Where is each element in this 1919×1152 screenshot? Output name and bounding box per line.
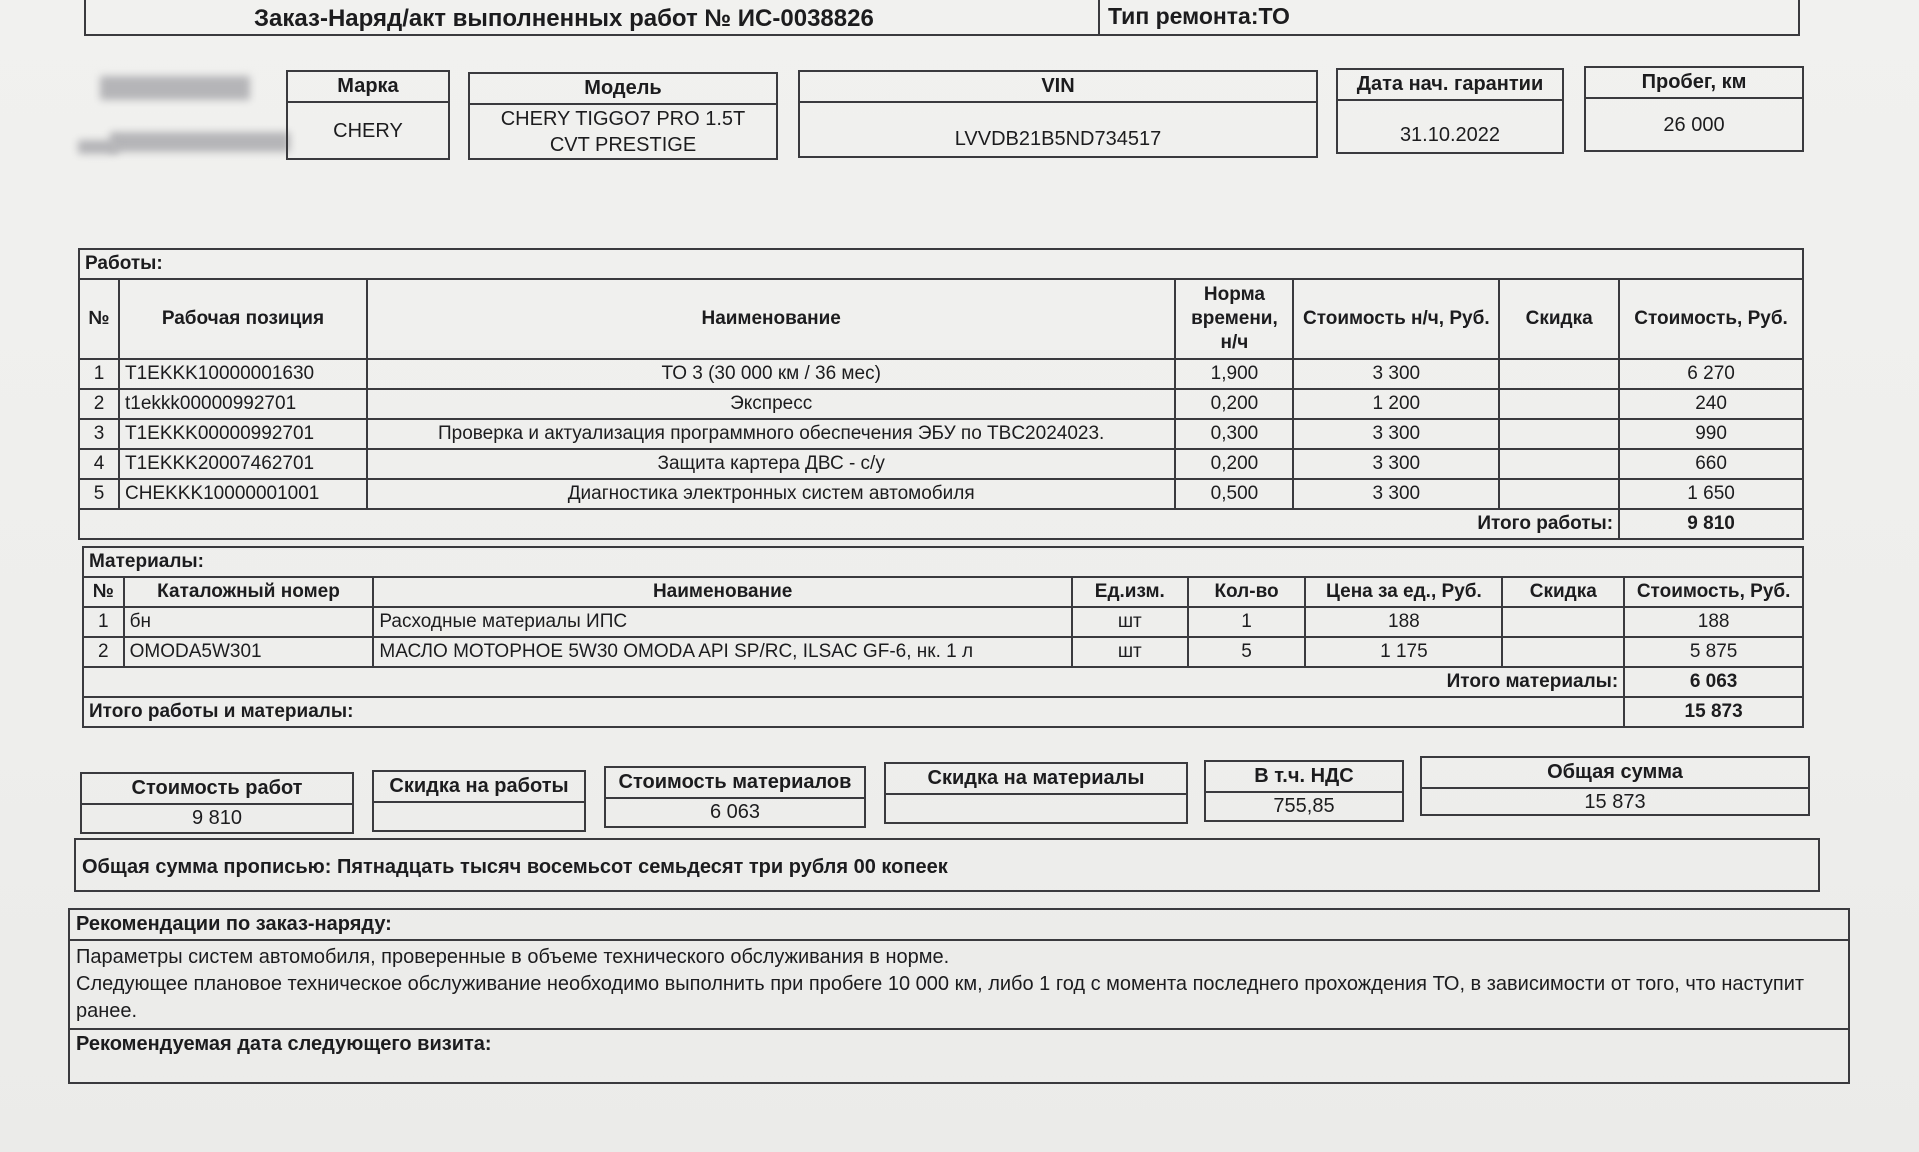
cell-cost: 5 875	[1624, 637, 1803, 667]
cell-position: T1EKKK00000992701	[119, 419, 367, 449]
col-cost: Стоимость, Руб.	[1619, 279, 1803, 359]
materials-total-value: 6 063	[1624, 667, 1803, 697]
brand-box	[286, 70, 450, 160]
brand-value: CHERY	[333, 119, 403, 142]
amount-in-words: Общая сумма прописью: Пятнадцать тысяч восемьсот семьдесят три рубля 00 копеек	[74, 838, 1820, 892]
summary-works-cost	[80, 772, 354, 834]
summary-materials-cost-label: Стоимость материалов	[606, 768, 864, 799]
col-unit: Ед.изм.	[1072, 577, 1188, 607]
cell-name: Диагностика электронных систем автомобиля	[367, 479, 1176, 509]
materials-section-label: Материалы:	[83, 547, 1803, 577]
cell-name: Расходные материалы ИПС	[373, 607, 1072, 637]
cell-discount	[1499, 449, 1619, 479]
model-line-2: CVT PRESTIGE	[549, 133, 697, 156]
vin-box	[798, 70, 1318, 158]
cell-discount	[1499, 389, 1619, 419]
cell-name: Проверка и актуализация программного обеспечения ЭБУ по TBC2024023.	[367, 419, 1176, 449]
cell-price: 1 175	[1305, 637, 1502, 667]
cell-rate: 3 300	[1293, 419, 1499, 449]
cell-cost: 660	[1619, 449, 1803, 479]
cell-num: 5	[79, 479, 119, 509]
next-visit-label: Рекомендуемая дата следующего визита:	[76, 1033, 492, 1055]
recommendations-label: Рекомендации по заказ-наряду:	[70, 910, 1848, 941]
table-row	[79, 359, 1803, 389]
table-row	[83, 637, 1803, 667]
vin-value: LVVDB21B5ND734517	[954, 128, 1162, 150]
summary-works-discount-value	[374, 803, 584, 807]
cell-cost: 1 650	[1619, 479, 1803, 509]
table-row	[79, 419, 1803, 449]
summary-materials-cost	[604, 766, 866, 828]
summary-total	[1420, 756, 1810, 816]
cell-cost: 240	[1619, 389, 1803, 419]
cell-catalog: бн	[124, 607, 374, 637]
cell-discount	[1502, 637, 1624, 667]
recommendations-text	[70, 941, 1848, 1030]
cell-norm: 0,200	[1175, 389, 1293, 419]
col-name: Наименование	[367, 279, 1176, 359]
materials-table	[82, 546, 1804, 728]
col-cost: Стоимость, Руб.	[1624, 577, 1803, 607]
mileage-label: Пробег, км	[1586, 68, 1802, 99]
table-row	[79, 449, 1803, 479]
cell-price: 188	[1305, 607, 1502, 637]
cell-discount	[1499, 479, 1619, 509]
table-row	[83, 607, 1803, 637]
summary-materials-discount-label: Скидка на материалы	[886, 764, 1186, 795]
summary-works-cost-value: 9 810	[191, 807, 243, 829]
repair-type: Тип ремонта:ТО	[1108, 3, 1290, 29]
summary-materials-discount	[884, 762, 1188, 824]
cell-discount	[1499, 359, 1619, 389]
col-catalog: Каталожный номер	[124, 577, 374, 607]
warranty-box	[1336, 68, 1564, 154]
summary-materials-cost-value: 6 063	[709, 801, 761, 823]
cell-name: МАСЛО МОТОРНОЕ 5W30 OMODA API SP/RC, ILSAC GF-6, нк. 1 л	[373, 637, 1072, 667]
mileage-value: 26 000	[1663, 113, 1725, 136]
col-position: Рабочая позиция	[119, 279, 367, 359]
cell-num: 4	[79, 449, 119, 479]
works-total-row	[79, 509, 1803, 539]
cell-cost: 6 270	[1619, 359, 1803, 389]
works-total-value: 9 810	[1619, 509, 1803, 539]
cell-qty: 5	[1188, 637, 1306, 667]
materials-total-label: Итого материалы:	[83, 667, 1624, 697]
document-title: Заказ-Наряд/акт выполненных работ № ИС-0038826	[86, 0, 1100, 34]
summary-vat	[1204, 760, 1404, 822]
col-rate: Стоимость н/ч, Руб.	[1293, 279, 1499, 359]
summary-works-discount	[372, 770, 586, 832]
cell-rate: 3 300	[1293, 359, 1499, 389]
col-norm: Норма времени, н/ч	[1175, 279, 1293, 359]
recommendation-line-2: Следующее плановое техническое обслуживание необходимо выполнить при пробеге 10 000 км, либо 1 год с момента последнего прохождения ТО, в зависимости от того, что наступит ранее.	[76, 973, 1805, 1022]
cell-unit: шт	[1072, 607, 1188, 637]
summary-works-discount-label: Скидка на работы	[374, 772, 584, 803]
cell-norm: 1,900	[1175, 359, 1293, 389]
cell-name: Экспресс	[367, 389, 1176, 419]
works-total-label: Итого работы:	[79, 509, 1619, 539]
cell-position: CHEKKK10000001001	[119, 479, 367, 509]
grand-total-value: 15 873	[1624, 697, 1803, 727]
materials-total-row	[83, 667, 1803, 697]
vin-label: VIN	[800, 72, 1316, 103]
cell-num: 1	[83, 607, 124, 637]
summary-total-value: 15 873	[1584, 791, 1646, 813]
col-discount: Скидка	[1502, 577, 1624, 607]
warranty-value: 31.10.2022	[1399, 124, 1501, 146]
model-label: Модель	[470, 74, 776, 105]
recommendation-line-1: Параметры систем автомобиля, проверенные в объеме технического обслуживания в норме.	[76, 946, 950, 968]
col-name: Наименование	[373, 577, 1072, 607]
model-value	[470, 105, 776, 158]
cell-norm: 0,300	[1175, 419, 1293, 449]
materials-header-row	[83, 577, 1803, 607]
cell-position: t1ekkk00000992701	[119, 389, 367, 419]
works-table	[78, 248, 1804, 540]
summary-vat-label: В т.ч. НДС	[1206, 762, 1402, 793]
col-num: №	[83, 577, 124, 607]
summary-total-label: Общая сумма	[1422, 758, 1808, 789]
cell-rate: 3 300	[1293, 449, 1499, 479]
redacted-owner-info	[78, 70, 298, 170]
summary-materials-discount-value	[886, 795, 1186, 799]
cell-rate: 1 200	[1293, 389, 1499, 419]
model-line-1: CHERY TIGGO7 PRO 1.5T	[500, 107, 746, 130]
works-header-row	[79, 279, 1803, 359]
cell-cost: 990	[1619, 419, 1803, 449]
cell-rate: 3 300	[1293, 479, 1499, 509]
mileage-box	[1584, 66, 1804, 152]
col-price: Цена за ед., Руб.	[1305, 577, 1502, 607]
grand-total-label: Итого работы и материалы:	[83, 697, 1624, 727]
cell-discount	[1502, 607, 1624, 637]
document-header	[84, 0, 1800, 36]
cell-cost: 188	[1624, 607, 1803, 637]
cell-num: 1	[79, 359, 119, 389]
cell-catalog: OMODA5W301	[124, 637, 374, 667]
col-num: №	[79, 279, 119, 359]
recommendations-box	[68, 908, 1850, 1084]
summary-vat-value: 755,85	[1273, 795, 1335, 817]
cell-num: 2	[83, 637, 124, 667]
cell-num: 3	[79, 419, 119, 449]
works-section-label: Работы:	[79, 249, 1803, 279]
summary-works-cost-label: Стоимость работ	[82, 774, 352, 805]
cell-qty: 1	[1188, 607, 1306, 637]
cell-discount	[1499, 419, 1619, 449]
cell-name: ТО 3 (30 000 км / 36 мес)	[367, 359, 1176, 389]
warranty-label: Дата нач. гарантии	[1338, 70, 1562, 101]
cell-norm: 0,200	[1175, 449, 1293, 479]
cell-name: Защита картера ДВС - с/у	[367, 449, 1176, 479]
col-qty: Кол-во	[1188, 577, 1306, 607]
table-row	[79, 389, 1803, 419]
cell-position: T1EKKK20007462701	[119, 449, 367, 479]
model-box	[468, 72, 778, 160]
cell-unit: шт	[1072, 637, 1188, 667]
grand-total-row	[83, 697, 1803, 727]
cell-norm: 0,500	[1175, 479, 1293, 509]
cell-position: T1EKKK10000001630	[119, 359, 367, 389]
brand-label: Марка	[288, 72, 448, 103]
cell-num: 2	[79, 389, 119, 419]
table-row	[79, 479, 1803, 509]
col-discount: Скидка	[1499, 279, 1619, 359]
